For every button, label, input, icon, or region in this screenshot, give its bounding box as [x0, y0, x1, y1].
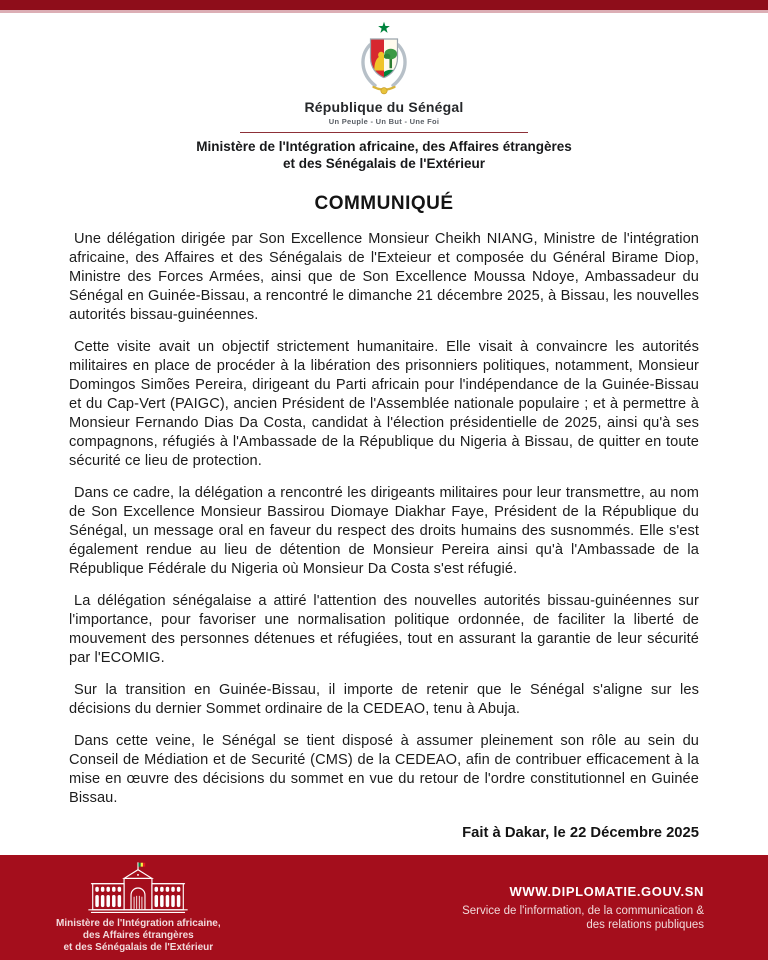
footer-band — [0, 855, 768, 960]
paragraph-delegation: Une délégation dirigée par Son Excellence Monsieur Cheikh NIANG, Ministre de l'intégration africaine, des Affaires et des Sénégalais de l'Exteieur et composée du Général Birame Diop, Ministre des Forces Armées, ainsi que de Son Excellence Moussa Ndoye, Ambassadeur du Sénégal en Guinée-Bissau, a rencontré le dimanche 21 décembre 2025, à Bissau, les nouvelles autorités bissau-guinéennes. — [69, 231, 699, 323]
footer-ministry-line3: et des Sénégalais de l'Extérieur — [63, 942, 214, 953]
ministry-name-line1: Ministère de l'Intégration africaine, des Affaires étrangères — [196, 139, 572, 154]
footer-service-line2: des relations publiques — [586, 918, 704, 931]
website-url: WWW.DIPLOMATIE.GOUV.SN — [509, 883, 704, 899]
document-header — [0, 21, 768, 172]
dateline: Fait à Dakar, le 22 Décembre 2025 — [462, 825, 699, 841]
senegal-coat-of-arms-icon — [346, 21, 422, 99]
footer-service-line1: Service de l'information, de la communication & — [462, 904, 704, 917]
paragraph-humanitarian-objective: Cette visite avait un objectif strictement humanitaire. Elle visait à convaincre les autorités militaires en place de procéder à la libération des prisonniers politiques, notamment, Monsieur Domingos Simões Pereira, dirigeant du Parti africain pour l'indépendance de la Guinée-Bissau et du Cap-Vert (PAIGC), ancien Président de l'Assemblée nationale populaire ; et à permettre à Monsieur Fernando Dias Da Costa, candidat à l'élection présidentielle de 2025, ainsi qu'à ses compagnons, réfugiés à l'Ambassade de la République du Nigeria à Bissau, de quitter en toute sécurité ce lieu de protection. — [69, 339, 699, 469]
republic-title: République du Sénégal — [304, 99, 464, 115]
ministry-name-line2: et des Sénégalais de l'Extérieur — [282, 156, 486, 171]
footer-contact-block — [462, 884, 704, 932]
header-divider — [240, 132, 528, 133]
communique-body — [0, 193, 768, 841]
paragraph-cms-role: Dans cette veine, le Sénégal se tient disposé à assumer pleinement son rôle au sein du Conseil de Médiation et de Securité (CMS) de la CEDEAO, afin de contribuer efficacement à la mise en œuvre des décisions du sommet en vue du retour de l'ordre constitutionnel en Guinée Bissau. — [69, 733, 699, 806]
footer-ministry-line1: Ministère de l'Intégration africaine, — [56, 918, 221, 929]
footer-ministry-block — [56, 861, 221, 954]
national-motto: Un Peuple - Un But - Une Foi — [328, 117, 440, 126]
document-title: COMMUNIQUÉ — [314, 193, 454, 214]
paragraph-freedom-of-movement: La délégation sénégalaise a attiré l'attention des nouvelles autorités bissau-guinéennes sur l'importance, pour favoriser une normalisation politique ordonnée, de faciliter la liberté de mouvement des personnes détenues et réfugiées, tout en assurant la garantie de leur sécurité par l'ECOMIG. — [69, 593, 699, 666]
top-red-bar — [0, 0, 768, 13]
paragraph-message-president: Dans ce cadre, la délégation a rencontré les dirigeants militaires pour leur transmettre, au nom de Son Excellence Monsieur Bassirou Diomaye Diakhar Faye, Président de la République du Sénégal, un message oral en faveur du respect des droits humains des susnommés. Elle s'est également rendue au lieu de détention de Monsieur Pereira ainsi qu'à l'Ambassade de la République Fédérale du Nigeria où Monsieur Da Costa s'est réfugié. — [69, 485, 699, 577]
footer-ministry-line2: des Affaires étrangères — [82, 930, 194, 941]
paragraph-transition-cedeao: Sur la transition en Guinée-Bissau, il importe de retenir que le Sénégal s'aligne sur les décisions du dernier Sommet ordinaire de la CEDEAO, tenu à Abuja. — [69, 682, 699, 717]
ministry-building-icon — [85, 861, 191, 915]
